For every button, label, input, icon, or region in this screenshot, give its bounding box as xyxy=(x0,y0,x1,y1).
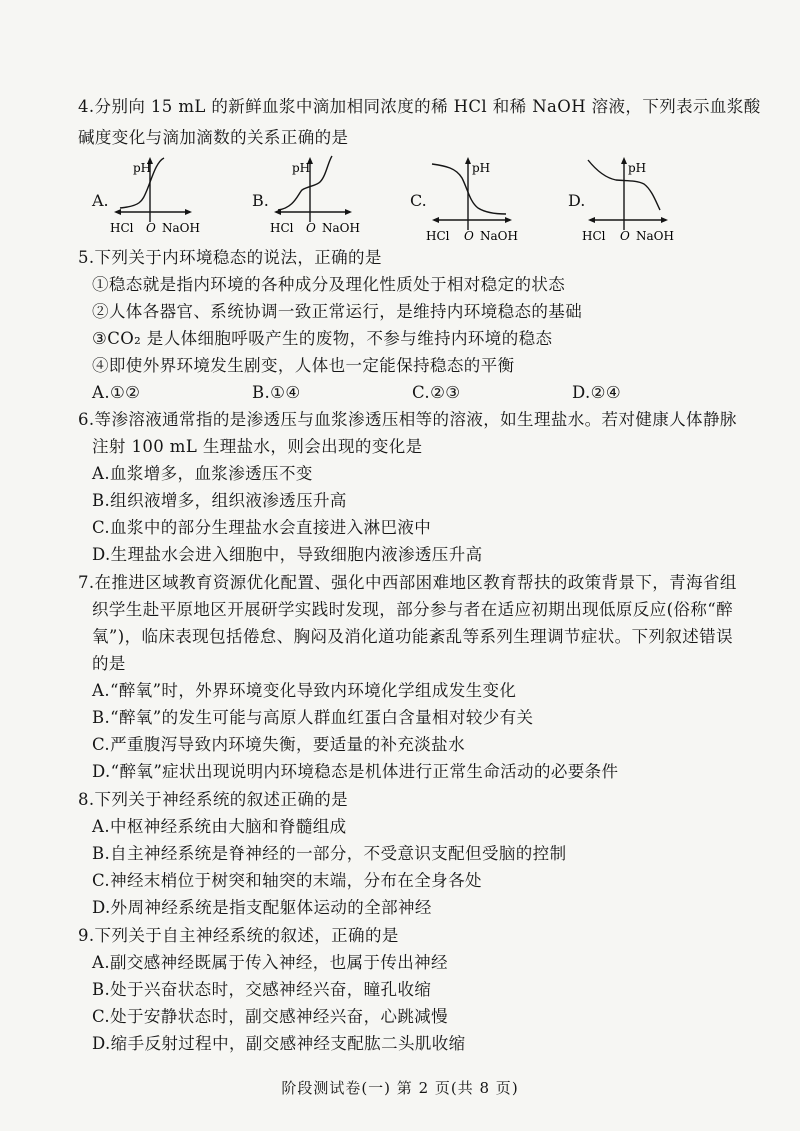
q9-stem: 9.下列关于自主神经系统的叙述，正确的是 xyxy=(78,926,399,945)
q4-graph-c xyxy=(426,150,580,245)
q7-stem-line2: 织学生赴平原地区开展研学实践时发现，部分参与者在适应初期出现低原反应(俗称“醉 xyxy=(92,600,733,619)
q5-stem: 5.下列关于内环境稳态的说法，正确的是 xyxy=(78,248,382,267)
x-axis-right-label: NaOH xyxy=(322,221,360,235)
origin-label: O xyxy=(146,221,156,235)
origin-label: O xyxy=(620,229,630,243)
q6-option-a: A.血浆增多，血浆渗透压不变 xyxy=(92,464,313,483)
x-axis-left-arrow-icon xyxy=(114,209,121,215)
origin-label: O xyxy=(306,221,316,235)
q6-option-d: D.生理盐水会进入细胞中，导致细胞内液渗透压升高 xyxy=(92,545,483,564)
x-axis-right-arrow-icon xyxy=(661,217,668,223)
q4-graph-d-svg xyxy=(582,150,736,245)
origin-label: O xyxy=(464,229,474,243)
q5-answer-c: C.②③ xyxy=(412,383,461,402)
q4-graph-a-svg xyxy=(112,150,262,245)
q7-option-b: B.“醉氧”的发生可能与高原人群血红蛋白含量相对较少有关 xyxy=(92,708,534,727)
q4-option-c-letter: C. xyxy=(410,191,427,210)
x-axis-left-label: HCl xyxy=(270,221,294,235)
x-axis-left-arrow-icon xyxy=(588,217,595,223)
x-axis-right-arrow-icon xyxy=(345,209,352,215)
q4-option-d-letter: D. xyxy=(568,191,586,210)
y-axis-label: pH xyxy=(133,161,152,175)
q9-option-b: B.处于兴奋状态时，交感神经兴奋，瞳孔收缩 xyxy=(92,980,432,999)
q6-option-b: B.组织液增多，组织液渗透压升高 xyxy=(92,491,347,510)
q4-graph-b-svg xyxy=(272,150,422,245)
y-axis-label: pH xyxy=(472,161,491,175)
q7-option-a: A.“醉氧”时，外界环境变化导致内环境化学组成发生变化 xyxy=(92,681,517,700)
q4-stem-line1: 4.分别向 15 mL 的新鲜血浆中滴加相同浓度的稀 HCl 和稀 NaOH 溶液，下列表示血浆酸 xyxy=(78,97,761,116)
ph-curve-c xyxy=(432,164,506,214)
q9-option-a: A.副交感神经既属于传入神经，也属于传出神经 xyxy=(92,953,448,972)
q5-answer-a: A.①② xyxy=(92,383,141,402)
q8-option-a: A.中枢神经系统由大脑和脊髓组成 xyxy=(92,817,347,836)
q7-stem-line4: 的是 xyxy=(92,654,126,673)
q6-stem-line1: 6.等渗溶液通常指的是渗透压与血浆渗透压相等的溶液，如生理盐水。若对健康人体静脉 xyxy=(78,410,737,429)
q7-option-c: C.严重腹泻导致内环境失衡，要适量的补充淡盐水 xyxy=(92,735,465,754)
q4-option-a-letter: A. xyxy=(92,191,109,210)
y-axis-arrow-icon xyxy=(621,157,627,164)
q8-option-d: D.外周神经系统是指支配躯体运动的全部神经 xyxy=(92,898,432,917)
x-axis-left-label: HCl xyxy=(110,221,134,235)
x-axis-right-arrow-icon xyxy=(505,217,512,223)
q5-answer-d: D.②④ xyxy=(572,383,622,402)
q8-option-c: C.神经末梢位于树突和轴突的末端，分布在全身各处 xyxy=(92,871,482,890)
q5-answer-b: B.①④ xyxy=(252,383,301,402)
q6-stem-line2: 注射 100 mL 生理盐水，则会出现的变化是 xyxy=(92,437,423,456)
x-axis-left-arrow-icon xyxy=(432,217,439,223)
q7-stem-line3: 氧”)，临床表现包括倦怠、胸闷及消化道功能紊乱等系列生理调节症状。下列叙述错误 xyxy=(92,627,733,646)
q4-graph-b xyxy=(272,150,422,245)
q6-option-c: C.血浆中的部分生理盐水会直接进入淋巴液中 xyxy=(92,518,432,537)
q4-graph-d xyxy=(582,150,736,245)
y-axis-label: pH xyxy=(292,161,311,175)
q4-stem-line2: 碱度变化与滴加滴数的关系正确的是 xyxy=(78,128,349,147)
x-axis-right-arrow-icon xyxy=(185,209,192,215)
q5-item-2: ②人体各器官、系统协调一致正常运行，是维持内环境稳态的基础 xyxy=(92,302,583,321)
y-axis-arrow-icon xyxy=(465,157,471,164)
x-axis-left-label: HCl xyxy=(426,229,450,243)
q4-graph-c-svg xyxy=(426,150,580,245)
y-axis-label: pH xyxy=(628,161,647,175)
q7-option-d: D.“醉氧”症状出现说明内环境稳态是机体进行正常生命活动的必要条件 xyxy=(92,762,619,781)
q9-option-d: D.缩手反射过程中，副交感神经支配肱二头肌收缩 xyxy=(92,1034,466,1053)
page-footer: 阶段测试卷(一) 第 2 页(共 8 页) xyxy=(281,1079,519,1097)
q8-option-b: B.自主神经系统是脊神经的一部分，不受意识支配但受脑的控制 xyxy=(92,844,567,863)
q7-stem-line1: 7.在推进区域教育资源优化配置、强化中西部困难地区教育帮扶的政策背景下，青海省组 xyxy=(78,573,737,592)
x-axis-left-label: HCl xyxy=(582,229,606,243)
x-axis-right-label: NaOH xyxy=(636,229,674,243)
q5-answer-row xyxy=(92,382,732,404)
q8-stem: 8.下列关于神经系统的叙述正确的是 xyxy=(78,790,349,809)
q9-option-c: C.处于安静状态时，副交感神经兴奋，心跳减慢 xyxy=(92,1007,449,1026)
q5-item-1: ①稳态就是指内环境的各种成分及理化性质处于相对稳定的状态 xyxy=(92,275,566,294)
q5-item-4: ④即使外界环境发生剧变，人体也一定能保持稳态的平衡 xyxy=(92,356,515,375)
x-axis-right-label: NaOH xyxy=(480,229,518,243)
q5-item-3: ③CO₂ 是人体细胞呼吸产生的废物，不参与维持内环境的稳态 xyxy=(92,329,553,348)
q4-graph-a xyxy=(112,150,262,245)
x-axis-right-label: NaOH xyxy=(162,221,200,235)
q4-option-b-letter: B. xyxy=(252,191,269,210)
